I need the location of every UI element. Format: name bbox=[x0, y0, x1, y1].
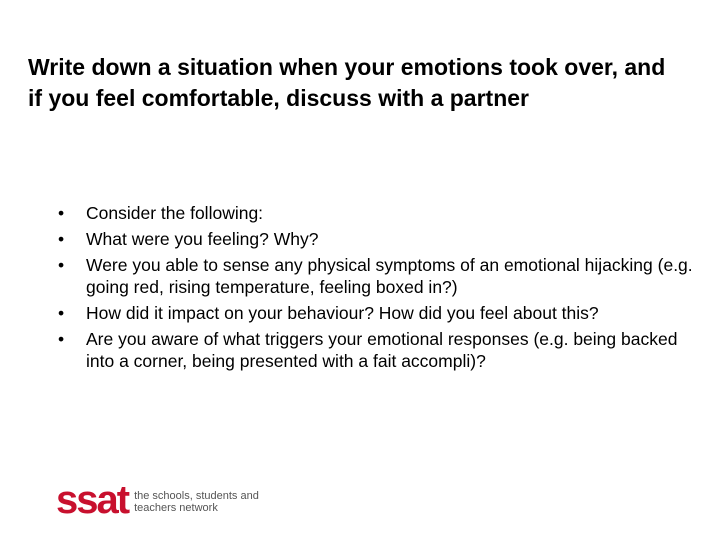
list-item-text: Consider the following: bbox=[86, 203, 264, 223]
logo-wordmark: ssat bbox=[56, 478, 129, 522]
bullet-marker: • bbox=[58, 329, 65, 349]
bullet-marker: • bbox=[58, 203, 65, 223]
ssat-logo bbox=[56, 478, 264, 522]
logo-tagline: the schools, students and teachers network bbox=[134, 490, 259, 514]
bullet-marker: • bbox=[58, 229, 65, 249]
bullet-list bbox=[58, 202, 698, 376]
list-item bbox=[58, 254, 698, 298]
list-item-text: Are you aware of what triggers your emotional responses (e.g. being backed into a corner, being presented with a fait accompli)? bbox=[86, 329, 678, 371]
list-item-text: What were you feeling? Why? bbox=[86, 229, 319, 249]
list-item bbox=[58, 328, 698, 372]
list-item bbox=[58, 302, 698, 324]
list-item bbox=[58, 202, 698, 224]
slide-title: Write down a situation when your emotions took over, and if you feel comfortable, discuss with a partner bbox=[28, 54, 666, 111]
bullet-marker: • bbox=[58, 255, 65, 275]
list-item bbox=[58, 228, 698, 250]
list-item-text: Were you able to sense any physical symptoms of an emotional hijacking (e.g. going red, rising temperature, feeling boxed in?) bbox=[86, 255, 693, 297]
list-item-text: How did it impact on your behaviour? How did you feel about this? bbox=[86, 303, 599, 323]
bullet-marker: • bbox=[58, 303, 65, 323]
